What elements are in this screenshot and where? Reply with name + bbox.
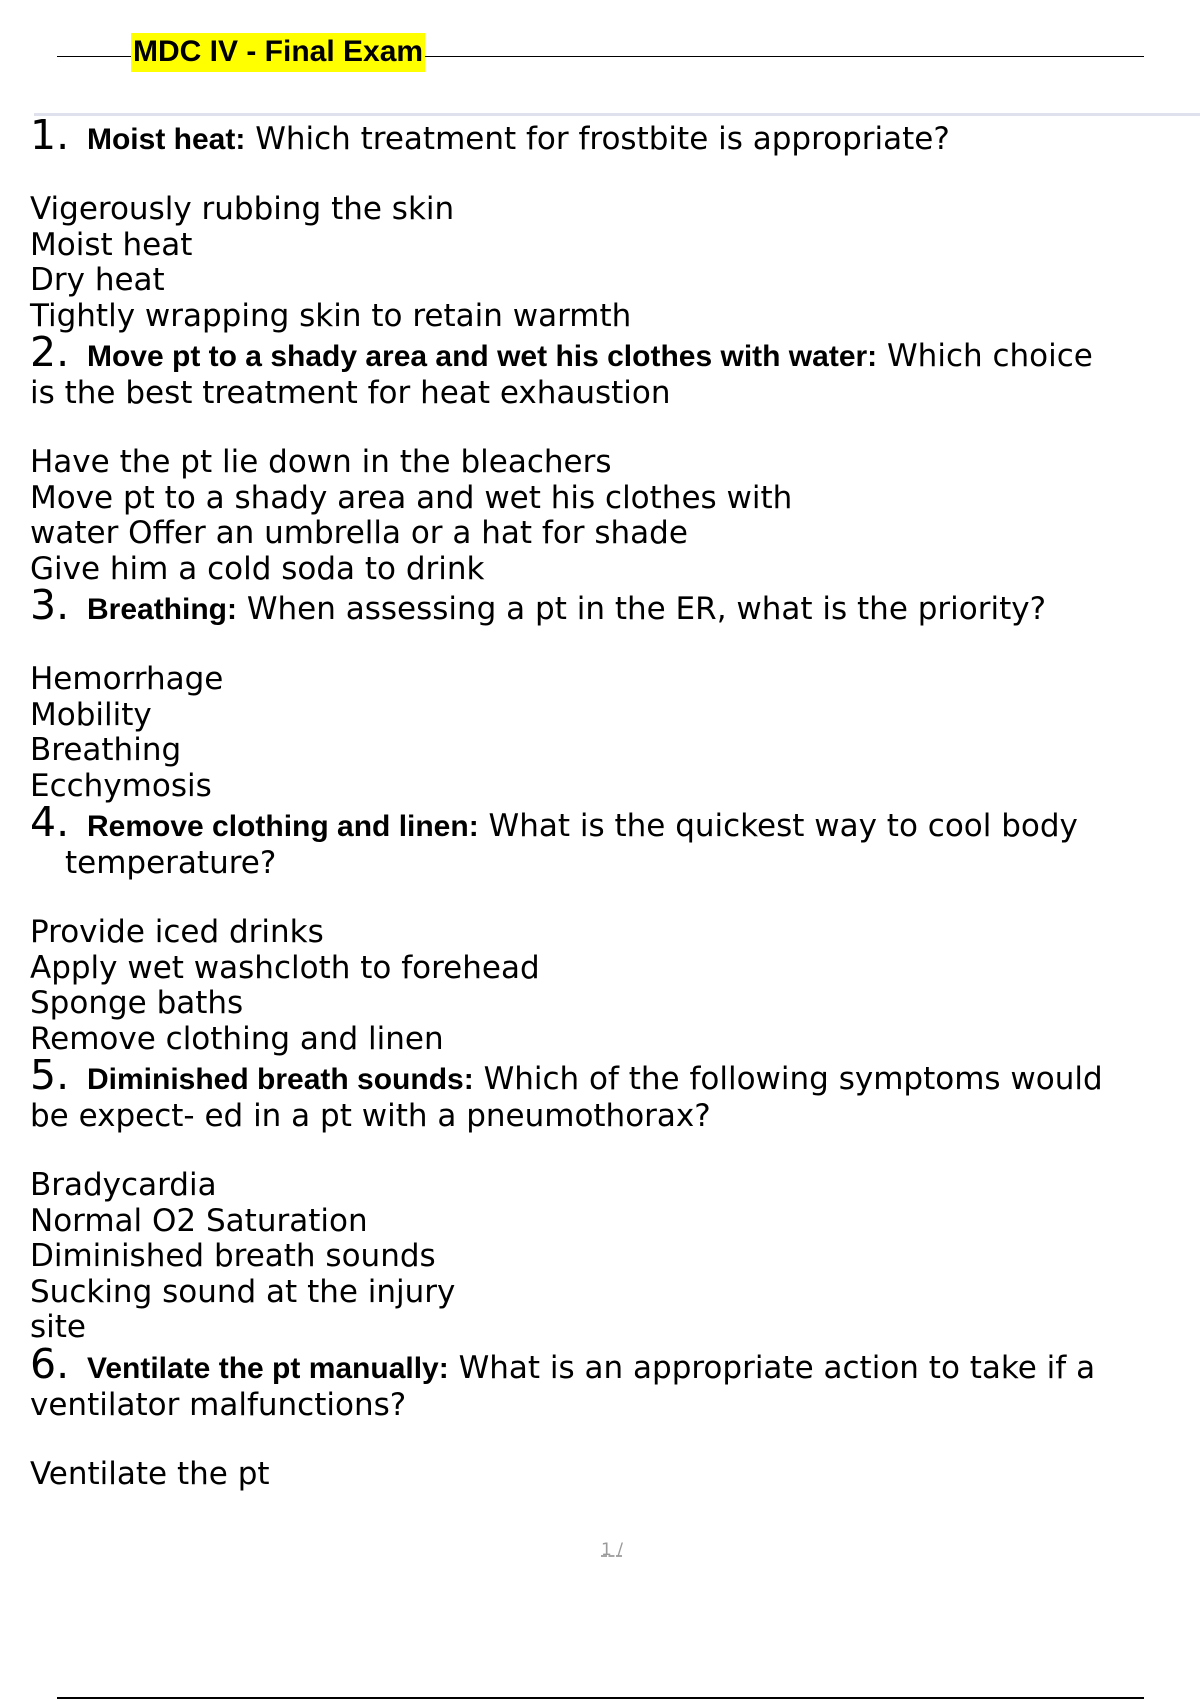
page-header	[57, 30, 1144, 74]
question-text: Which of the following symptoms would	[483, 1061, 1103, 1097]
option: Have the pt lie down in the bleachers	[30, 444, 612, 480]
option: Diminished breath sounds	[30, 1238, 436, 1274]
footer-rule	[57, 1697, 1144, 1699]
option: Ecchymosis	[30, 767, 212, 804]
document-title: MDC IV - Final Exam	[131, 33, 425, 72]
question-answer: Breathing:	[86, 593, 237, 626]
question-answer: Diminished breath sounds:	[86, 1063, 474, 1096]
question-line-continued: ventilator malfunctions?	[30, 1386, 407, 1423]
question-answer: Remove clothing and linen:	[86, 810, 479, 843]
question-4	[30, 798, 1180, 1057]
question-number: 1.	[30, 111, 70, 159]
question-number: 4.	[30, 798, 70, 846]
question-line	[30, 328, 1180, 376]
question-line	[30, 1051, 1180, 1099]
option: Give him a cold soda to drink	[30, 550, 485, 587]
option: Move pt to a shady area and wet his clothes with	[30, 479, 793, 516]
question-line-continued: be expect- ed in a pt with a pneumothorax?	[30, 1098, 711, 1134]
option: Dry heat	[30, 262, 165, 298]
option: water Offer an umbrella or a hat for shade	[30, 515, 688, 551]
option: Sucking sound at the injury	[30, 1273, 456, 1310]
question-line-continued: temperature?	[65, 845, 277, 881]
question-2	[30, 328, 1180, 587]
question-5	[30, 1051, 1180, 1346]
question-answer: Ventilate the pt manually:	[86, 1351, 449, 1385]
option: Breathing	[30, 732, 182, 768]
question-list	[30, 111, 1180, 1492]
option: Mobility	[30, 696, 152, 733]
header-divider	[34, 113, 1200, 116]
option: Bradycardia	[30, 1167, 217, 1203]
question-text: What is the quickest way to cool body	[488, 808, 1078, 844]
question-line	[30, 111, 1180, 159]
page-number: 1 /	[601, 1540, 623, 1560]
question-text: Which treatment for frostbite is appropriate?	[255, 121, 950, 157]
option: Moist heat	[30, 226, 193, 263]
question-number: 5.	[30, 1051, 70, 1099]
question-text: When assessing a pt in the ER, what is the priority?	[246, 591, 1047, 627]
option: Provide iced drinks	[30, 914, 324, 950]
question-text: Which choice	[887, 338, 1093, 374]
option: Ventilate the pt	[30, 1455, 270, 1492]
question-answer: Moist heat:	[86, 123, 246, 156]
option: Sponge baths	[30, 985, 244, 1021]
question-answer: Move pt to a shady area and wet his clothes with water:	[86, 340, 878, 373]
option: Vigerously rubbing the skin	[30, 191, 455, 227]
question-1	[30, 111, 1180, 334]
question-number: 3.	[30, 581, 70, 629]
question-line	[30, 798, 1180, 846]
option: Remove clothing and linen	[30, 1020, 444, 1057]
option: Hemorrhage	[30, 661, 224, 697]
question-number: 2.	[30, 328, 70, 376]
question-6	[30, 1339, 1180, 1493]
option: Normal O2 Saturation	[30, 1202, 368, 1239]
question-line	[30, 581, 1180, 629]
question-line	[30, 1339, 1180, 1388]
question-line-continued: is the best treatment for heat exhaustion	[30, 375, 671, 411]
question-number: 6.	[30, 1339, 70, 1388]
option: Apply wet washcloth to forehead	[30, 949, 540, 986]
question-3	[30, 581, 1180, 804]
option: Tightly wrapping skin to retain warmth	[30, 297, 632, 334]
option: site	[30, 1309, 86, 1345]
question-text: What is an appropriate action to take if a	[458, 1349, 1096, 1386]
